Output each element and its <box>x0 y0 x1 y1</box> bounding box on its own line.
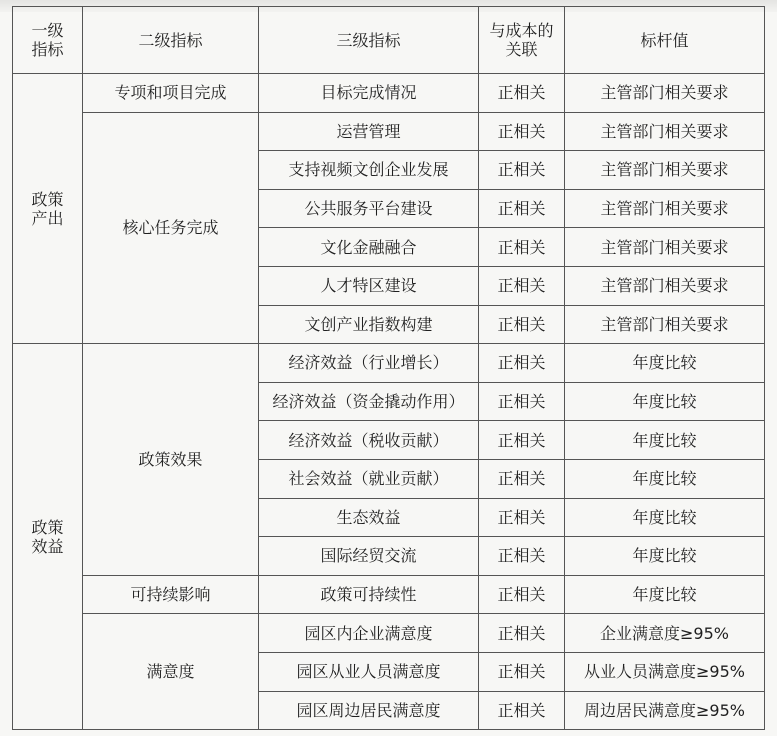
header-level2: 二级指标 <box>83 7 259 74</box>
level3-cell: 园区从业人员满意度 <box>259 652 479 691</box>
table-row <box>13 614 765 653</box>
benchmark-cell: 周边居民满意度≥95% <box>565 691 765 730</box>
level3-cell: 目标完成情况 <box>259 74 479 113</box>
cost-correlation-cell: 正相关 <box>479 614 565 653</box>
benchmark-cell: 从业人员满意度≥95% <box>565 652 765 691</box>
level3-cell: 运营管理 <box>259 112 479 151</box>
benchmark-cell: 年度比较 <box>565 382 765 421</box>
level2-cell: 政策效果 <box>83 344 259 576</box>
cost-correlation-cell: 正相关 <box>479 305 565 344</box>
benchmark-cell: 年度比较 <box>565 344 765 383</box>
benchmark-cell: 年度比较 <box>565 575 765 614</box>
benchmark-cell: 主管部门相关要求 <box>565 112 765 151</box>
cost-correlation-cell: 正相关 <box>479 74 565 113</box>
level3-cell: 经济效益（资金撬动作用） <box>259 382 479 421</box>
table-row <box>13 112 765 151</box>
benchmark-cell: 年度比较 <box>565 537 765 576</box>
cost-correlation-cell: 正相关 <box>479 652 565 691</box>
table-row <box>13 575 765 614</box>
header-cost-correlation <box>479 7 565 74</box>
level3-cell: 政策可持续性 <box>259 575 479 614</box>
cost-correlation-cell: 正相关 <box>479 459 565 498</box>
level3-cell: 社会效益（就业贡献） <box>259 459 479 498</box>
level3-cell: 人才特区建设 <box>259 266 479 305</box>
cost-correlation-cell: 正相关 <box>479 266 565 305</box>
table-row <box>13 344 765 383</box>
table-body <box>13 74 765 730</box>
benchmark-cell: 主管部门相关要求 <box>565 305 765 344</box>
indicator-table <box>12 6 765 730</box>
cost-correlation-cell: 正相关 <box>479 691 565 730</box>
benchmark-cell: 年度比较 <box>565 498 765 537</box>
benchmark-cell: 企业满意度≥95% <box>565 614 765 653</box>
table-header-row <box>13 7 765 74</box>
cost-correlation-cell: 正相关 <box>479 537 565 576</box>
cost-correlation-cell: 正相关 <box>479 575 565 614</box>
level3-cell: 经济效益（税收贡献） <box>259 421 479 460</box>
benchmark-cell: 年度比较 <box>565 459 765 498</box>
level2-cell: 专项和项目完成 <box>83 74 259 113</box>
level3-cell: 文化金融融合 <box>259 228 479 267</box>
header-level1-text: 一级 指标 <box>31 21 64 59</box>
level3-cell: 生态效益 <box>259 498 479 537</box>
benchmark-cell: 主管部门相关要求 <box>565 74 765 113</box>
benchmark-cell: 年度比较 <box>565 421 765 460</box>
cost-correlation-cell: 正相关 <box>479 151 565 190</box>
level1-cell: 政策 效益 <box>13 344 83 730</box>
cost-correlation-cell: 正相关 <box>479 112 565 151</box>
benchmark-cell: 主管部门相关要求 <box>565 151 765 190</box>
level2-cell: 满意度 <box>83 614 259 730</box>
benchmark-cell: 主管部门相关要求 <box>565 266 765 305</box>
level2-cell: 可持续影响 <box>83 575 259 614</box>
cost-correlation-cell: 正相关 <box>479 189 565 228</box>
cost-correlation-cell: 正相关 <box>479 344 565 383</box>
level3-cell: 园区内企业满意度 <box>259 614 479 653</box>
level3-cell: 园区周边居民满意度 <box>259 691 479 730</box>
table-row <box>13 74 765 113</box>
benchmark-cell: 主管部门相关要求 <box>565 189 765 228</box>
header-cost-text: 与成本的 关联 <box>489 21 554 59</box>
level3-cell: 文创产业指数构建 <box>259 305 479 344</box>
level3-cell: 经济效益（行业增长） <box>259 344 479 383</box>
cost-correlation-cell: 正相关 <box>479 421 565 460</box>
cost-correlation-cell: 正相关 <box>479 382 565 421</box>
header-benchmark: 标杆值 <box>565 7 765 74</box>
level1-cell: 政策 产出 <box>13 74 83 344</box>
level3-cell: 国际经贸交流 <box>259 537 479 576</box>
header-level3: 三级指标 <box>259 7 479 74</box>
cost-correlation-cell: 正相关 <box>479 228 565 267</box>
level3-cell: 公共服务平台建设 <box>259 189 479 228</box>
cost-correlation-cell: 正相关 <box>479 498 565 537</box>
benchmark-cell: 主管部门相关要求 <box>565 228 765 267</box>
level2-cell: 核心任务完成 <box>83 112 259 344</box>
level3-cell: 支持视频文创企业发展 <box>259 151 479 190</box>
header-level1 <box>13 7 83 74</box>
